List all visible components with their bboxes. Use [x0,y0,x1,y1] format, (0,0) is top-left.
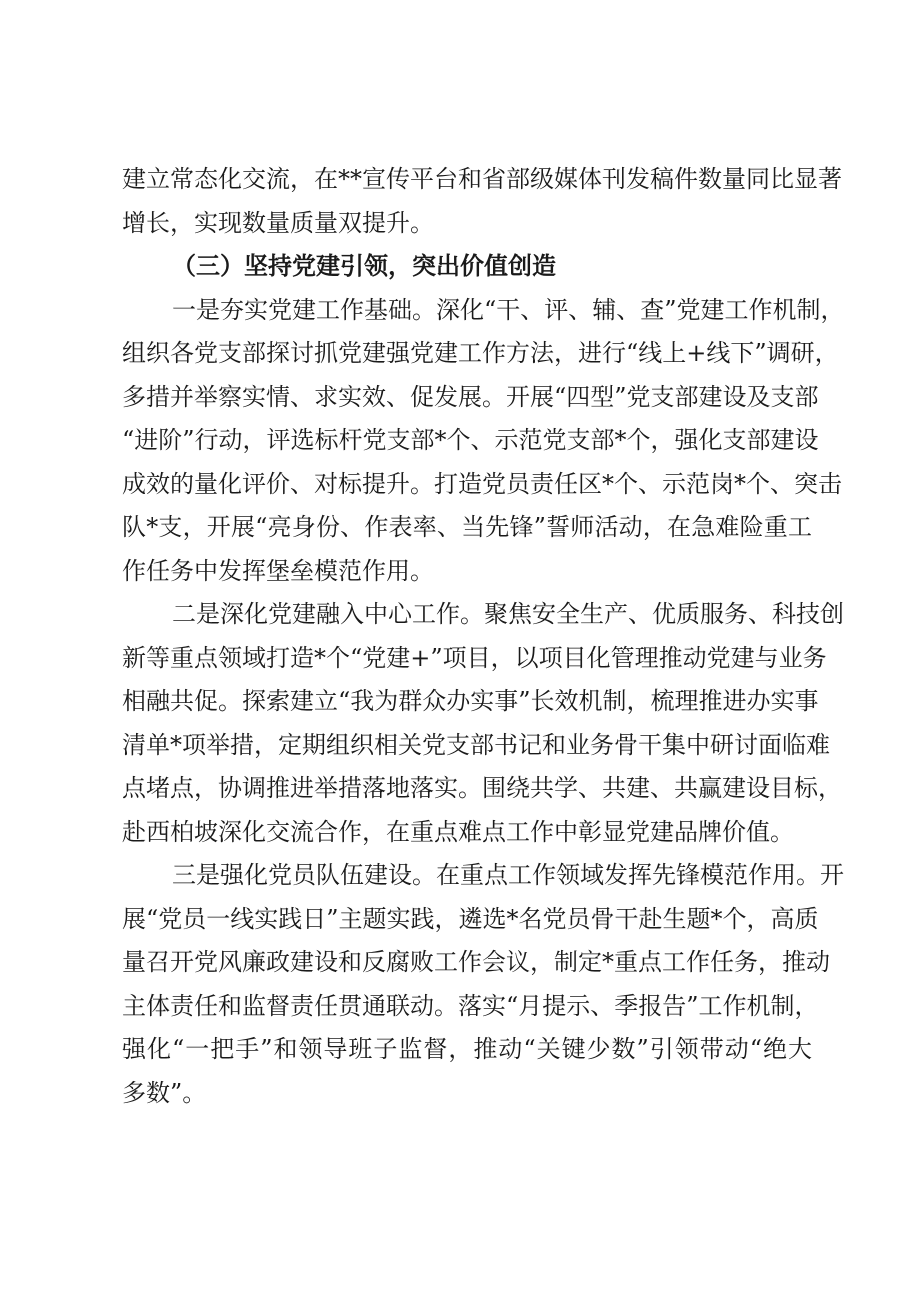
paragraph-continuation [122,158,842,245]
paragraph-party-foundation [122,289,845,594]
text-line: 增长，实现数量质量双提升。 [122,208,434,237]
text-line: 建立常态化交流，在**宣传平台和省部级媒体刊发稿件数量同比显著 [122,165,842,193]
text-line: 新等重点领域打造*个“党建+”项目，以项目化管理推动党建与业务 [122,643,827,672]
text-line: “进阶”行动，评选标杆党支部*个、示范党支部*个，强化支部建设 [122,426,819,454]
text-line: 成效的量化评价、对标提升。打造党员责任区*个、示范岗*个、突击 [122,469,842,498]
text-line: 赴西柏坡深化交流合作，在重点难点工作中彰显党建品牌价值。 [122,817,794,846]
document-body [122,158,845,1115]
text-line: 相融共促。探索建立“我为群众办实事”长效机制，梳理推进办实事 [122,687,819,715]
text-line: 组织各党支部探讨抓党建强党建工作方法，进行“线上+线下”调研， [122,339,839,367]
text-line: 二是深化党建融入中心工作。聚焦安全生产、优质服务、科技创 [172,600,844,628]
text-line: 作任务中发挥堡垒模范作用。 [122,556,434,585]
text-line: 强化“一把手”和领导班子监督，推动“关键少数”引领带动“绝大 [122,1035,812,1063]
text-line: 清单*项举措，定期组织相关党支部书记和业务骨干集中研讨面临难 [122,730,830,759]
text-line: 量召开党风廉政建设和反腐败工作会议，制定*重点工作任务，推动 [122,948,830,976]
text-line: 展“党员一线实践日”主题实践，遴选*名党员骨干赴生题*个，高质 [122,904,819,933]
text-line: 一是夯实党建工作基础。深化“干、评、辅、查”党建工作机制， [172,295,845,324]
section-heading-text: （三）坚持党建引领，突出价值创造 [172,252,556,280]
text-line: 多数”。 [122,1078,207,1107]
section-heading [122,245,812,289]
text-line: 队*支，开展“亮身份、作表率、当先锋”誓师活动，在急难险重工 [122,513,812,541]
paragraph-member-team [122,854,844,1115]
text-line: 点堵点，协调推进举措落地落实。围绕共学、共建、共赢建设目标， [122,774,842,802]
paragraph-party-integration [122,593,844,854]
text-line: 多措并举察实情、求实效、促发展。开展“四型”党支部建设及支部 [122,382,819,411]
text-line: 主体责任和监督责任贯通联动。落实“月提示、季报告”工作机制， [122,991,819,1020]
text-line: 三是强化党员队伍建设。在重点工作领域发挥先锋模范作用。开 [172,861,844,889]
